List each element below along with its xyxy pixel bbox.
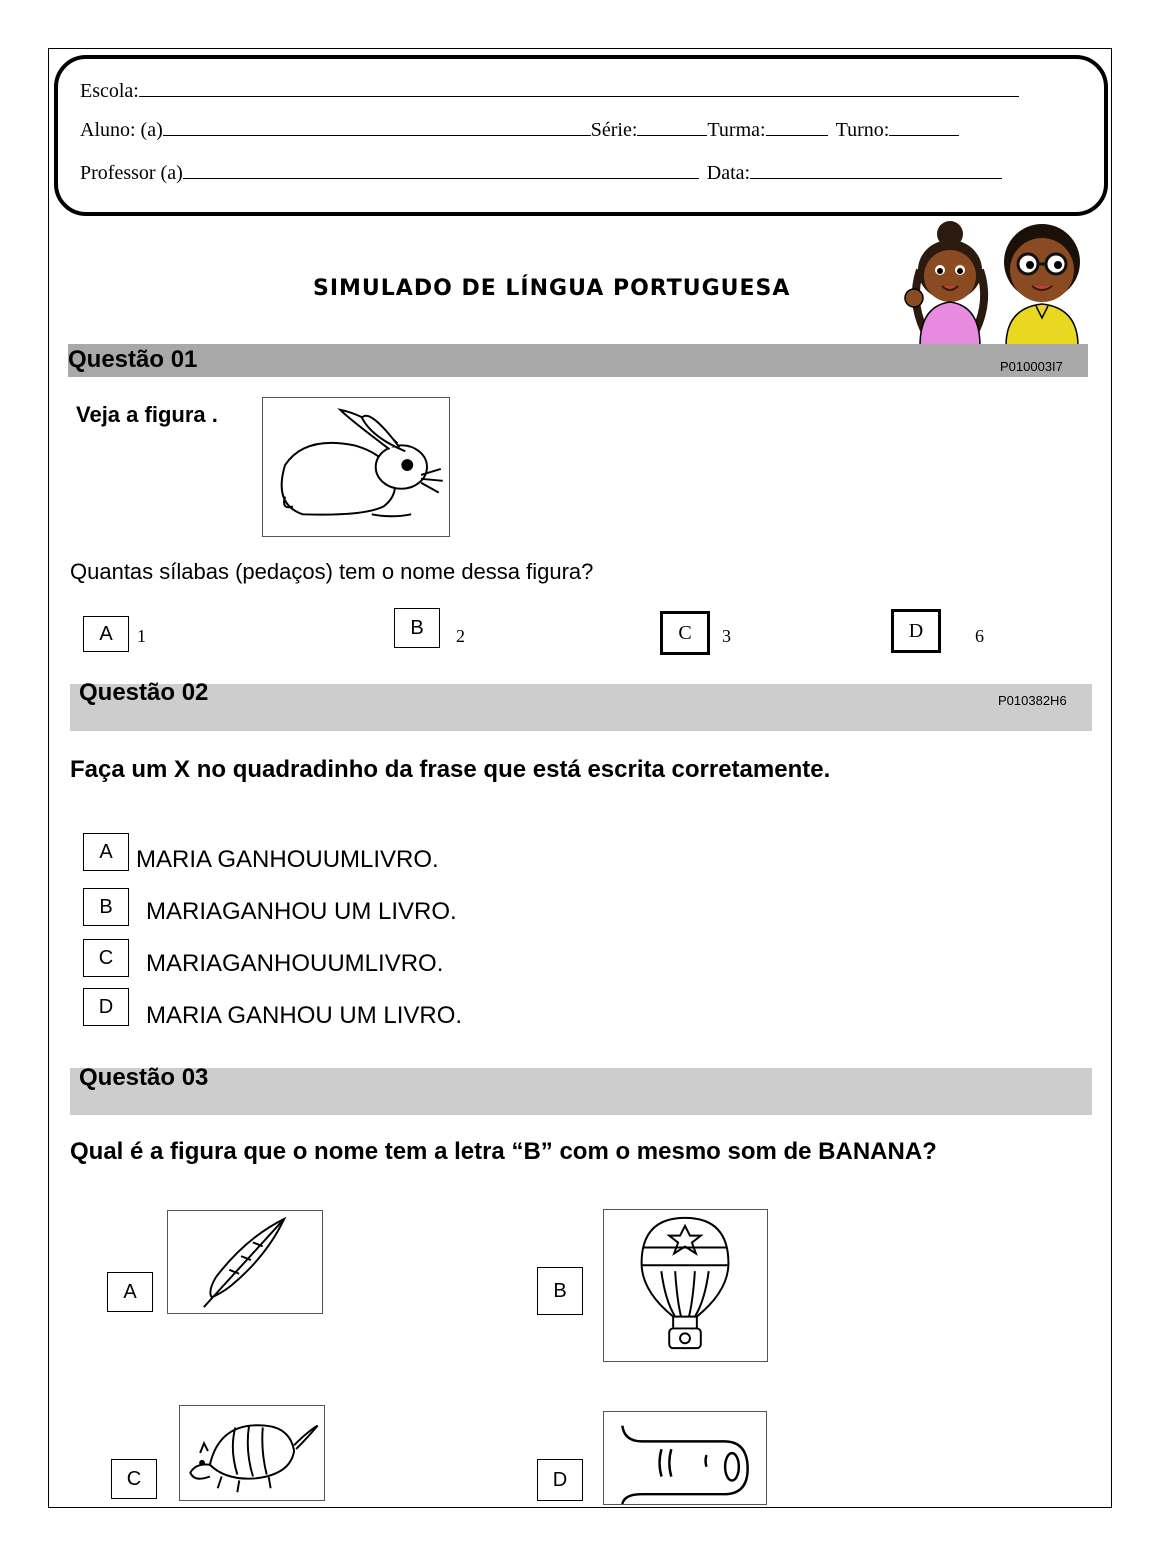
- finger-icon: [604, 1412, 766, 1504]
- balloon-figure: [603, 1209, 768, 1362]
- armadillo-figure: [179, 1405, 325, 1501]
- professor-field[interactable]: [183, 160, 699, 179]
- q1-option-d-box[interactable]: D: [891, 609, 941, 653]
- q1-option-c-value: 3: [722, 626, 731, 646]
- page-title: SIMULADO DE LÍNGUA PORTUGUESA: [313, 276, 791, 301]
- q3-option-d-box[interactable]: D: [537, 1459, 583, 1501]
- data-label: Data:: [706, 162, 751, 184]
- q2-option-c-box[interactable]: C: [83, 939, 129, 977]
- question-02-bar: [70, 684, 1092, 731]
- question-02-code: P010382H6: [998, 693, 1067, 708]
- turma-field[interactable]: [766, 117, 828, 136]
- question-03-bar: [70, 1068, 1092, 1115]
- escola-field[interactable]: [139, 78, 1019, 97]
- finger-figure: [603, 1411, 767, 1505]
- q1-option-a-value: 1: [137, 626, 146, 646]
- q3-option-a-box[interactable]: A: [107, 1272, 153, 1312]
- serie-label: Série:: [590, 119, 638, 141]
- rabbit-icon: [263, 398, 449, 536]
- question-03-title: Questão 03: [79, 1064, 209, 1091]
- feather-icon: [168, 1211, 322, 1313]
- question-02-title: Questão 02: [79, 679, 209, 706]
- aluno-line: [80, 117, 959, 142]
- q3-option-b-box[interactable]: B: [537, 1267, 583, 1315]
- q2-instruction: Faça um X no quadradinho da frase que está escrita corretamente.: [70, 756, 831, 783]
- professor-label: Professor (a): [80, 162, 183, 184]
- serie-field[interactable]: [637, 117, 707, 136]
- kids-illustration: [900, 220, 1092, 346]
- q1-option-b-value: 2: [456, 626, 465, 646]
- q1-option-c-box[interactable]: C: [660, 611, 710, 655]
- q1-option-b-box[interactable]: B: [394, 608, 440, 648]
- q1-prompt: Veja a figura .: [76, 402, 218, 427]
- aluno-field[interactable]: [163, 117, 591, 136]
- professor-line: [80, 160, 1002, 185]
- rabbit-figure: [262, 397, 450, 537]
- q2-option-a-box[interactable]: A: [83, 833, 129, 871]
- q1-option-d-value: 6: [975, 626, 984, 646]
- question-01-code: P010003I7: [1000, 359, 1063, 374]
- question-01-bar: [68, 344, 1088, 377]
- armadillo-icon: [180, 1406, 324, 1500]
- data-field[interactable]: [750, 160, 1002, 179]
- q2-option-d-box[interactable]: D: [83, 988, 129, 1026]
- q3-option-c-box[interactable]: C: [111, 1459, 157, 1499]
- hot-air-balloon-icon: [604, 1210, 767, 1361]
- aluno-label: Aluno: (a): [80, 119, 163, 141]
- turno-label: Turno:: [835, 119, 890, 141]
- q2-option-b-text: MARIAGANHOU UM LIVRO.: [146, 898, 457, 925]
- feather-figure: [167, 1210, 323, 1314]
- turno-field[interactable]: [889, 117, 959, 136]
- q2-option-a-text: MARIA GANHOUUMLIVRO.: [136, 846, 439, 873]
- q2-option-d-text: MARIA GANHOU UM LIVRO.: [146, 1002, 463, 1029]
- q2-option-c-text: MARIAGANHOUUMLIVRO.: [146, 950, 444, 977]
- q1-option-a-box[interactable]: A: [83, 616, 129, 652]
- q1-question: Quantas sílabas (pedaços) tem o nome dessa figura?: [70, 559, 594, 584]
- escola-line: [80, 78, 1019, 103]
- q2-option-b-box[interactable]: B: [83, 888, 129, 926]
- escola-label: Escola:: [80, 80, 139, 102]
- turma-label: Turma:: [707, 119, 766, 141]
- question-01-title: Questão 01: [68, 346, 198, 373]
- q3-question: Qual é a figura que o nome tem a letra “B” com o mesmo som de BANANA?: [70, 1138, 937, 1165]
